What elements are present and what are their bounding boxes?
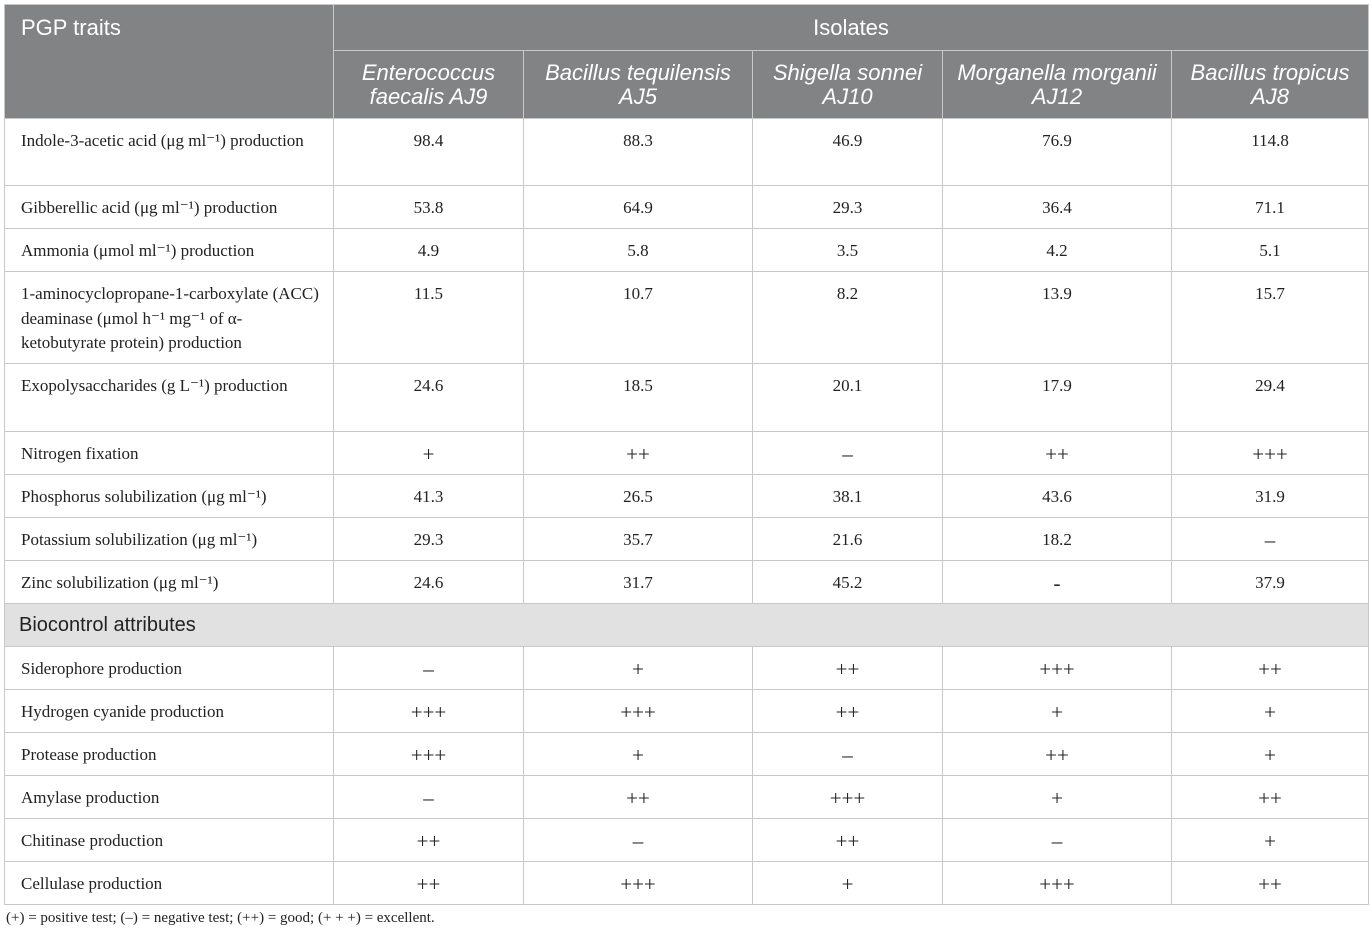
pgp-traits-table: [4, 4, 1369, 905]
trait-label: Siderophore production: [5, 647, 334, 690]
value-cell: +: [524, 647, 753, 690]
value-cell: –: [524, 819, 753, 862]
trait-label: 1-aminocyclopropane-1-carboxylate (ACC) deaminase (μmol h⁻¹ mg⁻¹ of α-ketobutyrate protein) production: [5, 272, 334, 364]
value-cell: 88.3: [524, 119, 753, 186]
value-cell: 53.8: [334, 186, 524, 229]
value-cell: 31.7: [524, 561, 753, 604]
section-label: Biocontrol attributes: [5, 604, 1369, 647]
value-cell: +++: [943, 862, 1172, 905]
value-cell: 31.9: [1172, 475, 1369, 518]
value-cell: 10.7: [524, 272, 753, 364]
value-cell: -: [943, 561, 1172, 604]
trait-label: Protease production: [5, 733, 334, 776]
value-cell: ++: [753, 819, 943, 862]
value-cell: +: [943, 776, 1172, 819]
value-cell: +: [334, 432, 524, 475]
value-cell: 4.9: [334, 229, 524, 272]
value-cell: ++: [1172, 776, 1369, 819]
value-cell: +: [524, 733, 753, 776]
table-row: [5, 186, 1369, 229]
pgp-traits-header: PGP traits: [5, 5, 334, 119]
value-cell: 5.8: [524, 229, 753, 272]
trait-label: Gibberellic acid (μg ml⁻¹) production: [5, 186, 334, 229]
section-row: [5, 604, 1369, 647]
value-cell: 13.9: [943, 272, 1172, 364]
table-row: [5, 733, 1369, 776]
value-cell: +++: [334, 690, 524, 733]
value-cell: +++: [1172, 432, 1369, 475]
value-cell: +++: [524, 690, 753, 733]
value-cell: 45.2: [753, 561, 943, 604]
table-row: [5, 364, 1369, 432]
table-row: [5, 518, 1369, 561]
value-cell: 5.1: [1172, 229, 1369, 272]
value-cell: 37.9: [1172, 561, 1369, 604]
value-cell: 76.9: [943, 119, 1172, 186]
value-cell: –: [753, 733, 943, 776]
value-cell: +++: [524, 862, 753, 905]
trait-label: Indole-3-acetic acid (μg ml⁻¹) production: [5, 119, 334, 186]
table-row: [5, 690, 1369, 733]
value-cell: ++: [334, 819, 524, 862]
value-cell: +++: [943, 647, 1172, 690]
value-cell: +++: [753, 776, 943, 819]
value-cell: 21.6: [753, 518, 943, 561]
value-cell: ++: [524, 776, 753, 819]
biocontrol-rows: [5, 647, 1369, 905]
value-cell: 35.7: [524, 518, 753, 561]
value-cell: 4.2: [943, 229, 1172, 272]
isolate-header-2: Bacillus tequilensis AJ5: [524, 51, 753, 119]
value-cell: –: [943, 819, 1172, 862]
value-cell: 18.2: [943, 518, 1172, 561]
table-row: [5, 647, 1369, 690]
value-cell: 98.4: [334, 119, 524, 186]
value-cell: ++: [1172, 647, 1369, 690]
value-cell: +++: [334, 733, 524, 776]
table-row: [5, 475, 1369, 518]
trait-label: Zinc solubilization (μg ml⁻¹): [5, 561, 334, 604]
value-cell: –: [334, 647, 524, 690]
value-cell: +: [1172, 690, 1369, 733]
value-cell: ++: [524, 432, 753, 475]
value-cell: ++: [943, 733, 1172, 776]
trait-label: Nitrogen fixation: [5, 432, 334, 475]
value-cell: 3.5: [753, 229, 943, 272]
table-row: [5, 229, 1369, 272]
table-row: [5, 119, 1369, 186]
table-row: [5, 432, 1369, 475]
value-cell: +: [753, 862, 943, 905]
isolate-header-4: Morganella morganii AJ12: [943, 51, 1172, 119]
value-cell: 24.6: [334, 364, 524, 432]
isolates-header: Isolates: [334, 5, 1369, 51]
value-cell: +: [1172, 819, 1369, 862]
value-cell: 24.6: [334, 561, 524, 604]
value-cell: 38.1: [753, 475, 943, 518]
value-cell: –: [753, 432, 943, 475]
trait-label: Chitinase production: [5, 819, 334, 862]
value-cell: 71.1: [1172, 186, 1369, 229]
trait-label: Potassium solubilization (μg ml⁻¹): [5, 518, 334, 561]
table-row: [5, 819, 1369, 862]
table-footnote: (+) = positive test; (–) = negative test; (++) = good; (+ + +) = excellent.: [6, 910, 435, 926]
trait-label: Cellulase production: [5, 862, 334, 905]
trait-label: Phosphorus solubilization (μg ml⁻¹): [5, 475, 334, 518]
value-cell: 15.7: [1172, 272, 1369, 364]
value-cell: 20.1: [753, 364, 943, 432]
value-cell: ++: [334, 862, 524, 905]
isolate-header-5: Bacillus tropicus AJ8: [1172, 51, 1369, 119]
value-cell: ++: [753, 690, 943, 733]
value-cell: 114.8: [1172, 119, 1369, 186]
trait-label: Amylase production: [5, 776, 334, 819]
value-cell: 18.5: [524, 364, 753, 432]
trait-label: Ammonia (μmol ml⁻¹) production: [5, 229, 334, 272]
value-cell: 26.5: [524, 475, 753, 518]
value-cell: ++: [1172, 862, 1369, 905]
value-cell: –: [334, 776, 524, 819]
value-cell: 29.3: [753, 186, 943, 229]
table-row: [5, 776, 1369, 819]
value-cell: 43.6: [943, 475, 1172, 518]
value-cell: ++: [943, 432, 1172, 475]
table-row: [5, 561, 1369, 604]
pgp-rows: [5, 119, 1369, 604]
biocontrol-section: [5, 604, 1369, 647]
trait-label: Exopolysaccharides (g L⁻¹) production: [5, 364, 334, 432]
value-cell: –: [1172, 518, 1369, 561]
isolate-header-1: Enterococcus faecalis AJ9: [334, 51, 524, 119]
table-row: [5, 862, 1369, 905]
value-cell: +: [1172, 733, 1369, 776]
value-cell: 17.9: [943, 364, 1172, 432]
value-cell: +: [943, 690, 1172, 733]
value-cell: 46.9: [753, 119, 943, 186]
value-cell: 41.3: [334, 475, 524, 518]
value-cell: 8.2: [753, 272, 943, 364]
value-cell: 29.4: [1172, 364, 1369, 432]
value-cell: 36.4: [943, 186, 1172, 229]
table-row: [5, 272, 1369, 364]
value-cell: 64.9: [524, 186, 753, 229]
value-cell: ++: [753, 647, 943, 690]
value-cell: 11.5: [334, 272, 524, 364]
value-cell: 29.3: [334, 518, 524, 561]
trait-label: Hydrogen cyanide production: [5, 690, 334, 733]
isolate-header-3: Shigella sonnei AJ10: [753, 51, 943, 119]
